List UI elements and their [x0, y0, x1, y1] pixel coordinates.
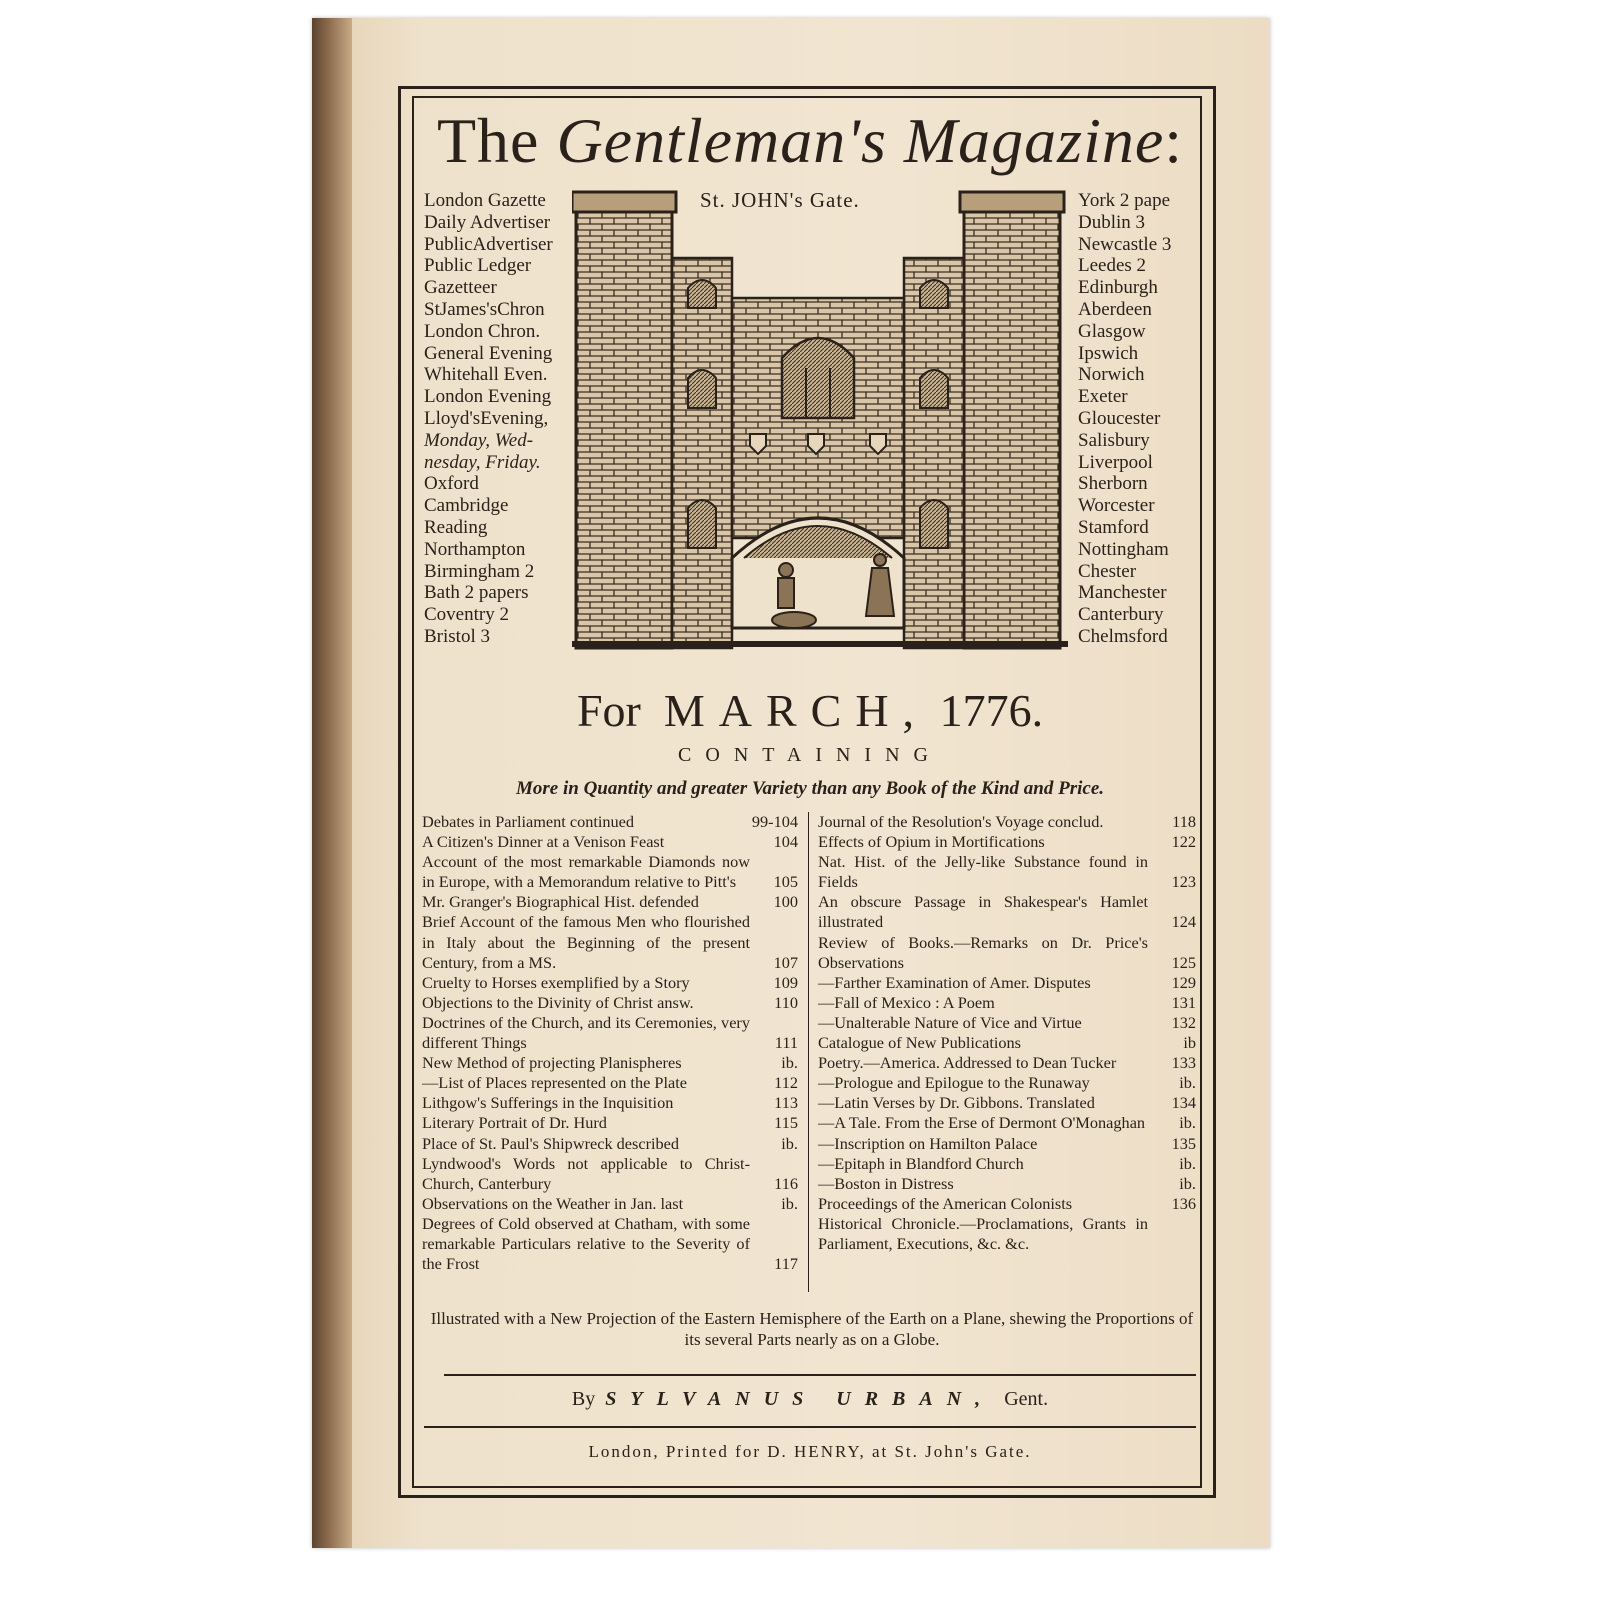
- contents-entry-title: Mr. Granger's Biographical Hist. defended: [422, 892, 699, 912]
- gate-caption: St. JOHN's Gate.: [700, 188, 860, 212]
- contents-entry-page: 118: [1172, 812, 1196, 831]
- contents-entry-page: 117: [774, 1254, 798, 1274]
- newspaper-name: Northampton: [424, 538, 526, 560]
- newspaper-name: Daily Advertiser: [424, 211, 551, 233]
- contents-entry-page: 99-104: [751, 812, 798, 831]
- contents-entry: [422, 892, 798, 912]
- contents-entry-title: —Epitaph in Blandford Church: [818, 1153, 1024, 1173]
- contents-entry-title: —List of Places represented on the Plate: [422, 1073, 687, 1093]
- contents-entry-page: ib.: [1179, 1173, 1196, 1193]
- contents-entry-page: 113: [774, 1093, 798, 1113]
- illustration-note: Illustrated with a New Projection of the Eastern Hemisphere of the Earth on a Plane, shewing the Proportions of its several Parts nearly as on a Globe.: [430, 1309, 1194, 1349]
- contents-entry: [422, 993, 798, 1013]
- newspaper-name: Cambridge: [424, 495, 509, 517]
- contents-entry-title: —Fall of Mexico : A Poem: [818, 992, 995, 1012]
- contents-entry-title: —Unalterable Nature of Vice and Virtue: [818, 1012, 1082, 1032]
- contents-entry-page: 115: [774, 1113, 798, 1133]
- contents-entry: [422, 1113, 798, 1133]
- contents-entry-title: Effects of Opium in Mortifications: [818, 832, 1045, 852]
- issue-date: For MARCH, 1776.: [576, 685, 1044, 736]
- newspaper-name: Sherborn: [1078, 473, 1148, 495]
- magazine-title: The Gentleman's Magazine:: [436, 105, 1184, 176]
- contents-entry-page: ib.: [1179, 1153, 1196, 1173]
- newspaper-name: Salisbury: [1078, 429, 1150, 451]
- contents-entry: [422, 912, 798, 972]
- contents-entry-page: 132: [1171, 1012, 1196, 1032]
- newspaper-name: London Chron.: [424, 320, 541, 342]
- contents-entry: [818, 933, 1196, 973]
- contents-entry-page: ib.: [781, 1193, 798, 1213]
- contents-entry-page: ib.: [781, 1133, 798, 1153]
- contents-entry-page: 104: [773, 832, 798, 852]
- contents-entry-title: A Citizen's Dinner at a Venison Feast: [422, 832, 665, 852]
- newspaper-name: Manchester: [1078, 582, 1167, 604]
- newspaper-name: Edinburgh: [1078, 277, 1158, 299]
- contents-entry-title: New Method of projecting Planispheres: [422, 1053, 682, 1073]
- newspaper-name: Birmingham 2: [424, 560, 535, 582]
- contents-entry-page: 111: [774, 1033, 798, 1053]
- contents-entry: [818, 1174, 1196, 1194]
- contents-entry-title: —A Tale. From the Erse of Dermont O'Monaghan: [818, 1113, 1146, 1133]
- contents-entry: [818, 973, 1196, 993]
- contents-entry-page: 123: [1171, 872, 1196, 892]
- newspaper-name: Public Ledger: [424, 255, 532, 277]
- newspaper-name: Newcastle 3: [1078, 233, 1172, 255]
- contents-entry: [422, 1073, 798, 1093]
- contents-entry-title: —Inscription on Hamilton Palace: [818, 1133, 1038, 1153]
- contents-entry-title: Debates in Parliament continued: [422, 812, 635, 831]
- contents-entry-title: —Prologue and Epilogue to the Runaway: [818, 1073, 1090, 1093]
- column-divider: [808, 812, 809, 1292]
- contents-entry-title: Proceedings of the American Colonists: [818, 1193, 1073, 1213]
- contents-entry-title: Review of Books.—Remarks on Dr. Price's Observations: [818, 932, 1148, 972]
- newspaper-name: Coventry 2: [424, 604, 509, 626]
- contents-entry: [422, 1154, 798, 1194]
- contents-entry-title: Lithgow's Sufferings in the Inquisition: [422, 1093, 674, 1113]
- contents-entry-title: Degrees of Cold observed at Chatham, with some remarkable Particulars relative to the Severity of the Frost: [422, 1213, 750, 1274]
- byline: By SYLVANUS URBAN, Gent.: [571, 1388, 1049, 1410]
- contents-entry-title: Cruelty to Horses exemplified by a Story: [422, 972, 690, 992]
- newspaper-name: Ipswich: [1078, 342, 1139, 364]
- newspaper-name: Bath 2 papers: [424, 582, 529, 604]
- st-johns-gate-woodcut: [572, 188, 1068, 658]
- contents-entry-page: 133: [1171, 1053, 1196, 1073]
- contents-entry-title: —Farther Examination of Amer. Disputes: [818, 972, 1091, 992]
- contents-entry-page: 109: [773, 972, 798, 992]
- contents-entry: [818, 892, 1196, 932]
- contents-entry: [818, 1013, 1196, 1033]
- contents-entry: [818, 1073, 1196, 1093]
- contents-entry: [422, 1093, 798, 1113]
- contents-left-column: [422, 812, 798, 1274]
- newspaper-name: Gazetteer: [424, 277, 497, 299]
- contents-entry-title: Catalogue of New Publications: [818, 1033, 1022, 1053]
- contents-entry: [422, 1194, 798, 1214]
- contents-entry-title: Literary Portrait of Dr. Hurd: [422, 1113, 607, 1133]
- newspaper-name: nesday, Friday.: [424, 451, 541, 473]
- contents-entry: [818, 1053, 1196, 1073]
- divider-rule: [424, 1426, 1196, 1428]
- contents-entry: [818, 1134, 1196, 1154]
- contents-entry: [422, 1134, 798, 1154]
- contents-entry-page: 100: [773, 892, 798, 912]
- contents-entry: [818, 852, 1196, 892]
- contents-entry-page: ib: [1183, 1033, 1196, 1053]
- newspaper-name: London Evening: [424, 386, 552, 408]
- contents-entry-title: Nat. Hist. of the Jelly-like Substance found in Fields: [818, 852, 1148, 892]
- contents-entry-page: 122: [1171, 832, 1196, 852]
- contents-entry-page: 131: [1171, 992, 1196, 1012]
- contents-entry-page: 124: [1171, 912, 1196, 932]
- divider-rule: [444, 1374, 1196, 1376]
- contents-entry-page: 136: [1171, 1193, 1196, 1213]
- newspaper-name: Norwich: [1078, 364, 1145, 386]
- imprint: London, Printed for D. HENRY, at St. John's Gate.: [588, 1442, 1032, 1461]
- newspaper-name: Stamford: [1078, 516, 1149, 538]
- newspaper-name: Oxford: [424, 473, 479, 495]
- newspaper-name: Canterbury: [1078, 604, 1164, 626]
- newspaper-name: Leedes 2: [1078, 255, 1147, 277]
- contents-entry-page: 107: [773, 952, 798, 972]
- newspaper-name: Worcester: [1078, 495, 1155, 517]
- newspaper-name: General Evening: [424, 342, 553, 364]
- contents-entry-title: An obscure Passage in Shakespear's Hamlet illustrated: [818, 892, 1148, 932]
- contents-entry-title: Historical Chronicle.—Proclamations, Grants in Parliament, Executions, &c. &c.: [818, 1213, 1148, 1253]
- contents-entry-page: 134: [1171, 1093, 1196, 1113]
- contents-entry-title: Account of the most remarkable Diamonds now in Europe, with a Memorandum relative to Pitt's: [422, 852, 750, 892]
- contents-entry: [818, 1154, 1196, 1174]
- containing-heading: CONTAINING: [678, 744, 942, 766]
- newspaper-name: London Gazette: [424, 190, 546, 211]
- newspaper-name: Reading: [424, 516, 488, 538]
- contents-entry-page: 129: [1171, 972, 1196, 992]
- contents-entry-title: Doctrines of the Church, and its Ceremonies, very different Things: [422, 1012, 750, 1053]
- contents-entry: [422, 832, 798, 852]
- contents-entry: [818, 812, 1196, 832]
- newspaper-name: Chester: [1078, 560, 1137, 582]
- newspaper-name: Liverpool: [1078, 451, 1153, 473]
- newspaper-name: Lloyd'sEvening,: [424, 407, 549, 429]
- contents-entry: [422, 852, 798, 892]
- contents-entry-title: Journal of the Resolution's Voyage conclud.: [818, 812, 1104, 831]
- contents-entry-title: Objections to the Divinity of Christ answ.: [422, 992, 694, 1012]
- tagline: More in Quantity and greater Variety than any Book of the Kind and Price.: [516, 778, 1104, 799]
- contents-entry-page: 110: [774, 992, 798, 1012]
- newspaper-name: StJames'sChron: [424, 298, 545, 320]
- newspaper-name: Whitehall Even.: [424, 364, 548, 386]
- contents-entry: [818, 1033, 1196, 1053]
- newspaper-name: Aberdeen: [1078, 298, 1152, 320]
- newspaper-name: Chelmsford: [1078, 625, 1168, 647]
- contents-entry: [422, 1053, 798, 1073]
- contents-entry-page: 112: [774, 1073, 798, 1093]
- contents-entry: [818, 1214, 1196, 1254]
- contents-entry: [818, 832, 1196, 852]
- newspaper-name: York 2 pape: [1078, 190, 1171, 211]
- contents-entry-title: Lyndwood's Words not applicable to Christ-Church, Canterbury: [422, 1153, 750, 1193]
- left-newspaper-list: [424, 190, 553, 648]
- contents-entry: [422, 812, 798, 832]
- contents-entry: [818, 1194, 1196, 1214]
- contents-entry: [422, 1214, 798, 1274]
- contents-entry: [422, 1013, 798, 1053]
- newspaper-name: Monday, Wed-: [424, 429, 534, 451]
- contents-entry-page: 135: [1171, 1133, 1196, 1153]
- contents-entry-title: Poetry.—America. Addressed to Dean Tucker: [818, 1053, 1117, 1073]
- contents-entry: [422, 973, 798, 993]
- contents-entry-page: 105: [773, 872, 798, 892]
- contents-entry-page: ib.: [1179, 1113, 1196, 1133]
- newspaper-name: Bristol 3: [424, 625, 490, 647]
- contents-entry-page: 125: [1171, 952, 1196, 972]
- contents-entry-page: 116: [774, 1173, 798, 1193]
- newspaper-name: PublicAdvertiser: [424, 233, 553, 255]
- contents-entry-title: Brief Account of the famous Men who flourished in Italy about the Beginning of the present Century, from a MS.: [422, 912, 750, 972]
- contents-entry-page: ib.: [781, 1053, 798, 1073]
- newspaper-name: Dublin 3: [1078, 211, 1146, 233]
- contents-entry: [818, 993, 1196, 1013]
- page-spine-edge: [312, 18, 352, 1548]
- contents-entry-title: Observations on the Weather in Jan. last: [422, 1193, 684, 1213]
- contents-right-column: [818, 812, 1196, 1254]
- contents-entry-title: —Latin Verses by Dr. Gibbons. Translated: [818, 1093, 1095, 1113]
- contents-entry-page: ib.: [1179, 1073, 1196, 1093]
- contents-entry-title: Place of St. Paul's Shipwreck described: [422, 1133, 680, 1153]
- contents-entry: [818, 1093, 1196, 1113]
- newspaper-name: Nottingham: [1078, 538, 1169, 560]
- newspaper-name: Gloucester: [1078, 407, 1161, 429]
- contents-entry-title: —Boston in Distress: [818, 1173, 954, 1193]
- newspaper-name: Glasgow: [1078, 320, 1146, 342]
- right-newspaper-list: [1078, 190, 1171, 648]
- contents-entry: [818, 1113, 1196, 1133]
- newspaper-name: Exeter: [1078, 386, 1128, 408]
